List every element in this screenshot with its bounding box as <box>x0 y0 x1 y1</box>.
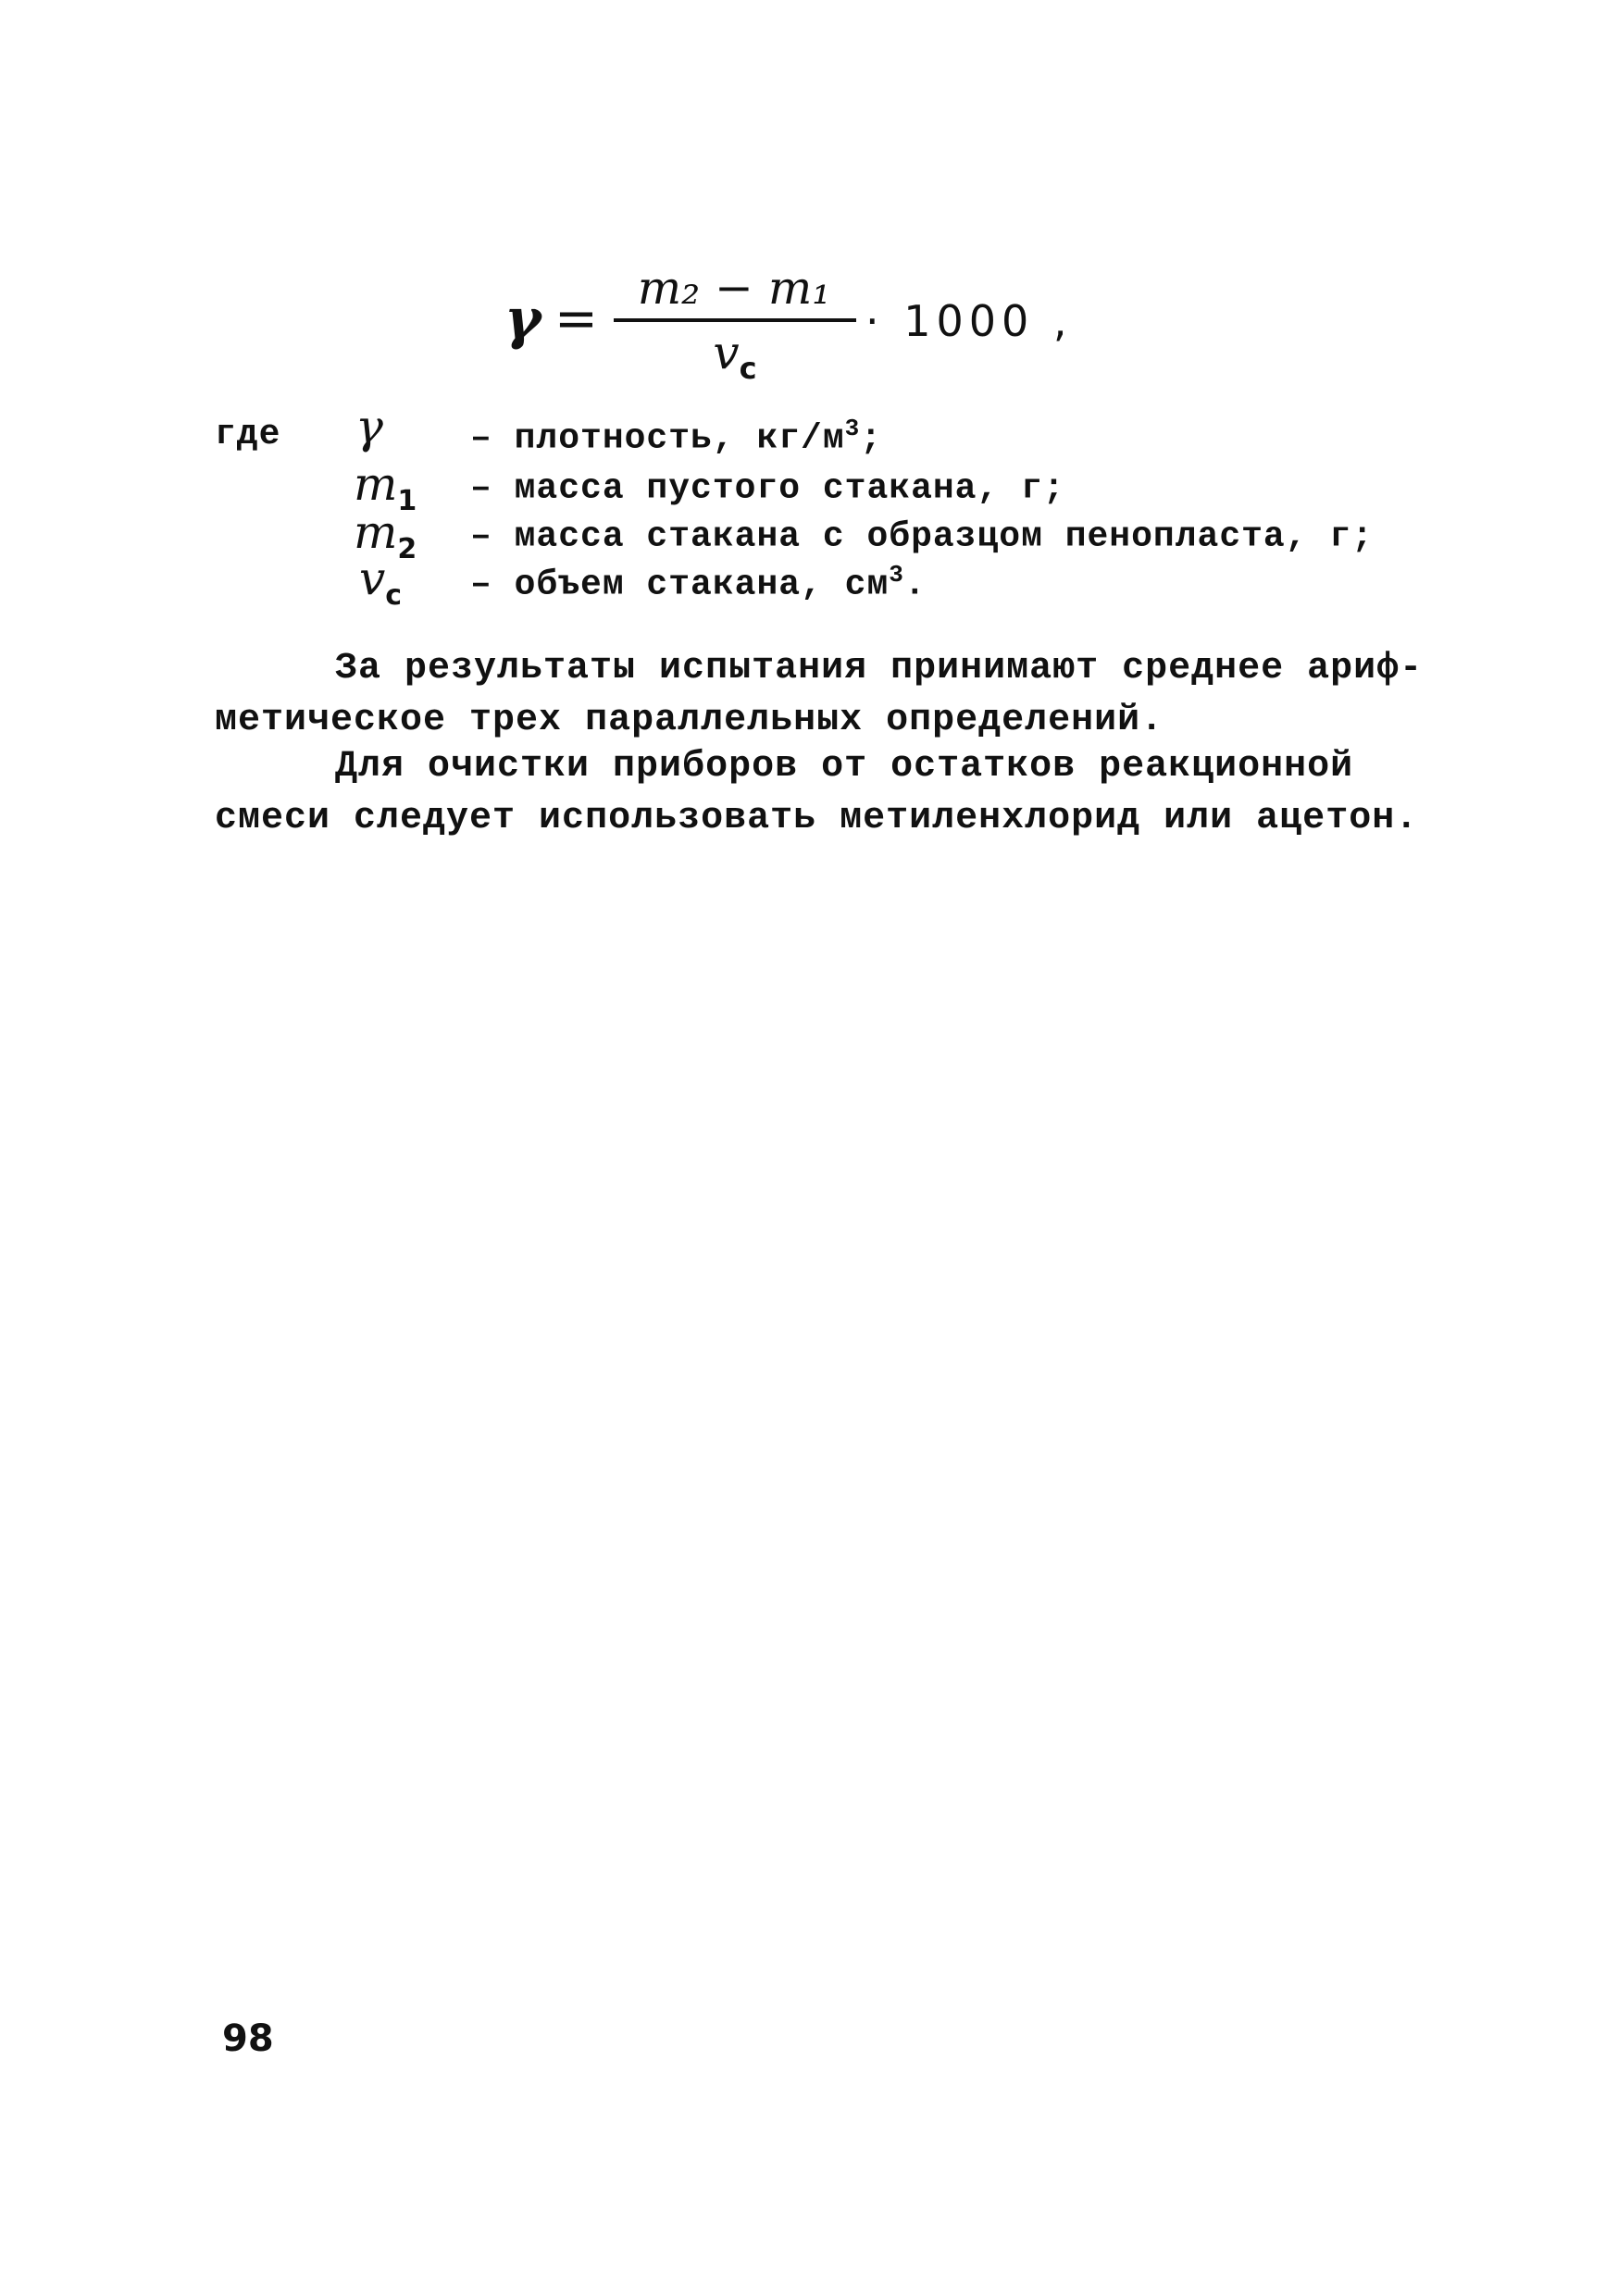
def-text-m2: – масса стакана с образцом пенопласта, г; <box>470 516 1374 557</box>
def-symbol-vc: $v_с$ <box>359 552 403 612</box>
formula-equals: = <box>554 289 598 349</box>
paragraph-2-line-1: Для очистки приборов от остатков реакционной <box>335 746 1354 788</box>
def-text-vc: – объем стакана, $см^3$. <box>470 561 927 605</box>
where-label: где <box>215 415 281 454</box>
paragraph-1-line-2: метическое трех параллельных определений. <box>215 700 1164 741</box>
def-symbol-m1: $m_1$ <box>354 457 417 517</box>
paragraph-2-line-2: смеси следует использовать метиленхлорид или ацетон. <box>215 798 1419 839</box>
def-symbol-gamma: γ <box>355 400 383 453</box>
paragraph-1-line-1: За результаты испытания принимают среднее ариф- <box>335 648 1424 689</box>
page-number: 98 <box>222 2017 274 2060</box>
density-formula <box>495 261 1073 416</box>
def-symbol-m2: $m_2$ <box>354 505 417 565</box>
formula-numerator: m₂ − m₁ <box>637 261 831 315</box>
formula-multiplier: · 1000 , <box>865 296 1073 346</box>
formula-denominator: $v_c$ <box>713 326 757 386</box>
def-text-m1: – масса пустого стакана, г; <box>470 468 1065 509</box>
formula-lhs: γ <box>504 287 541 352</box>
fraction-bar <box>614 318 856 322</box>
def-text-density: – плотность, $кг/м^3$; <box>470 415 883 459</box>
